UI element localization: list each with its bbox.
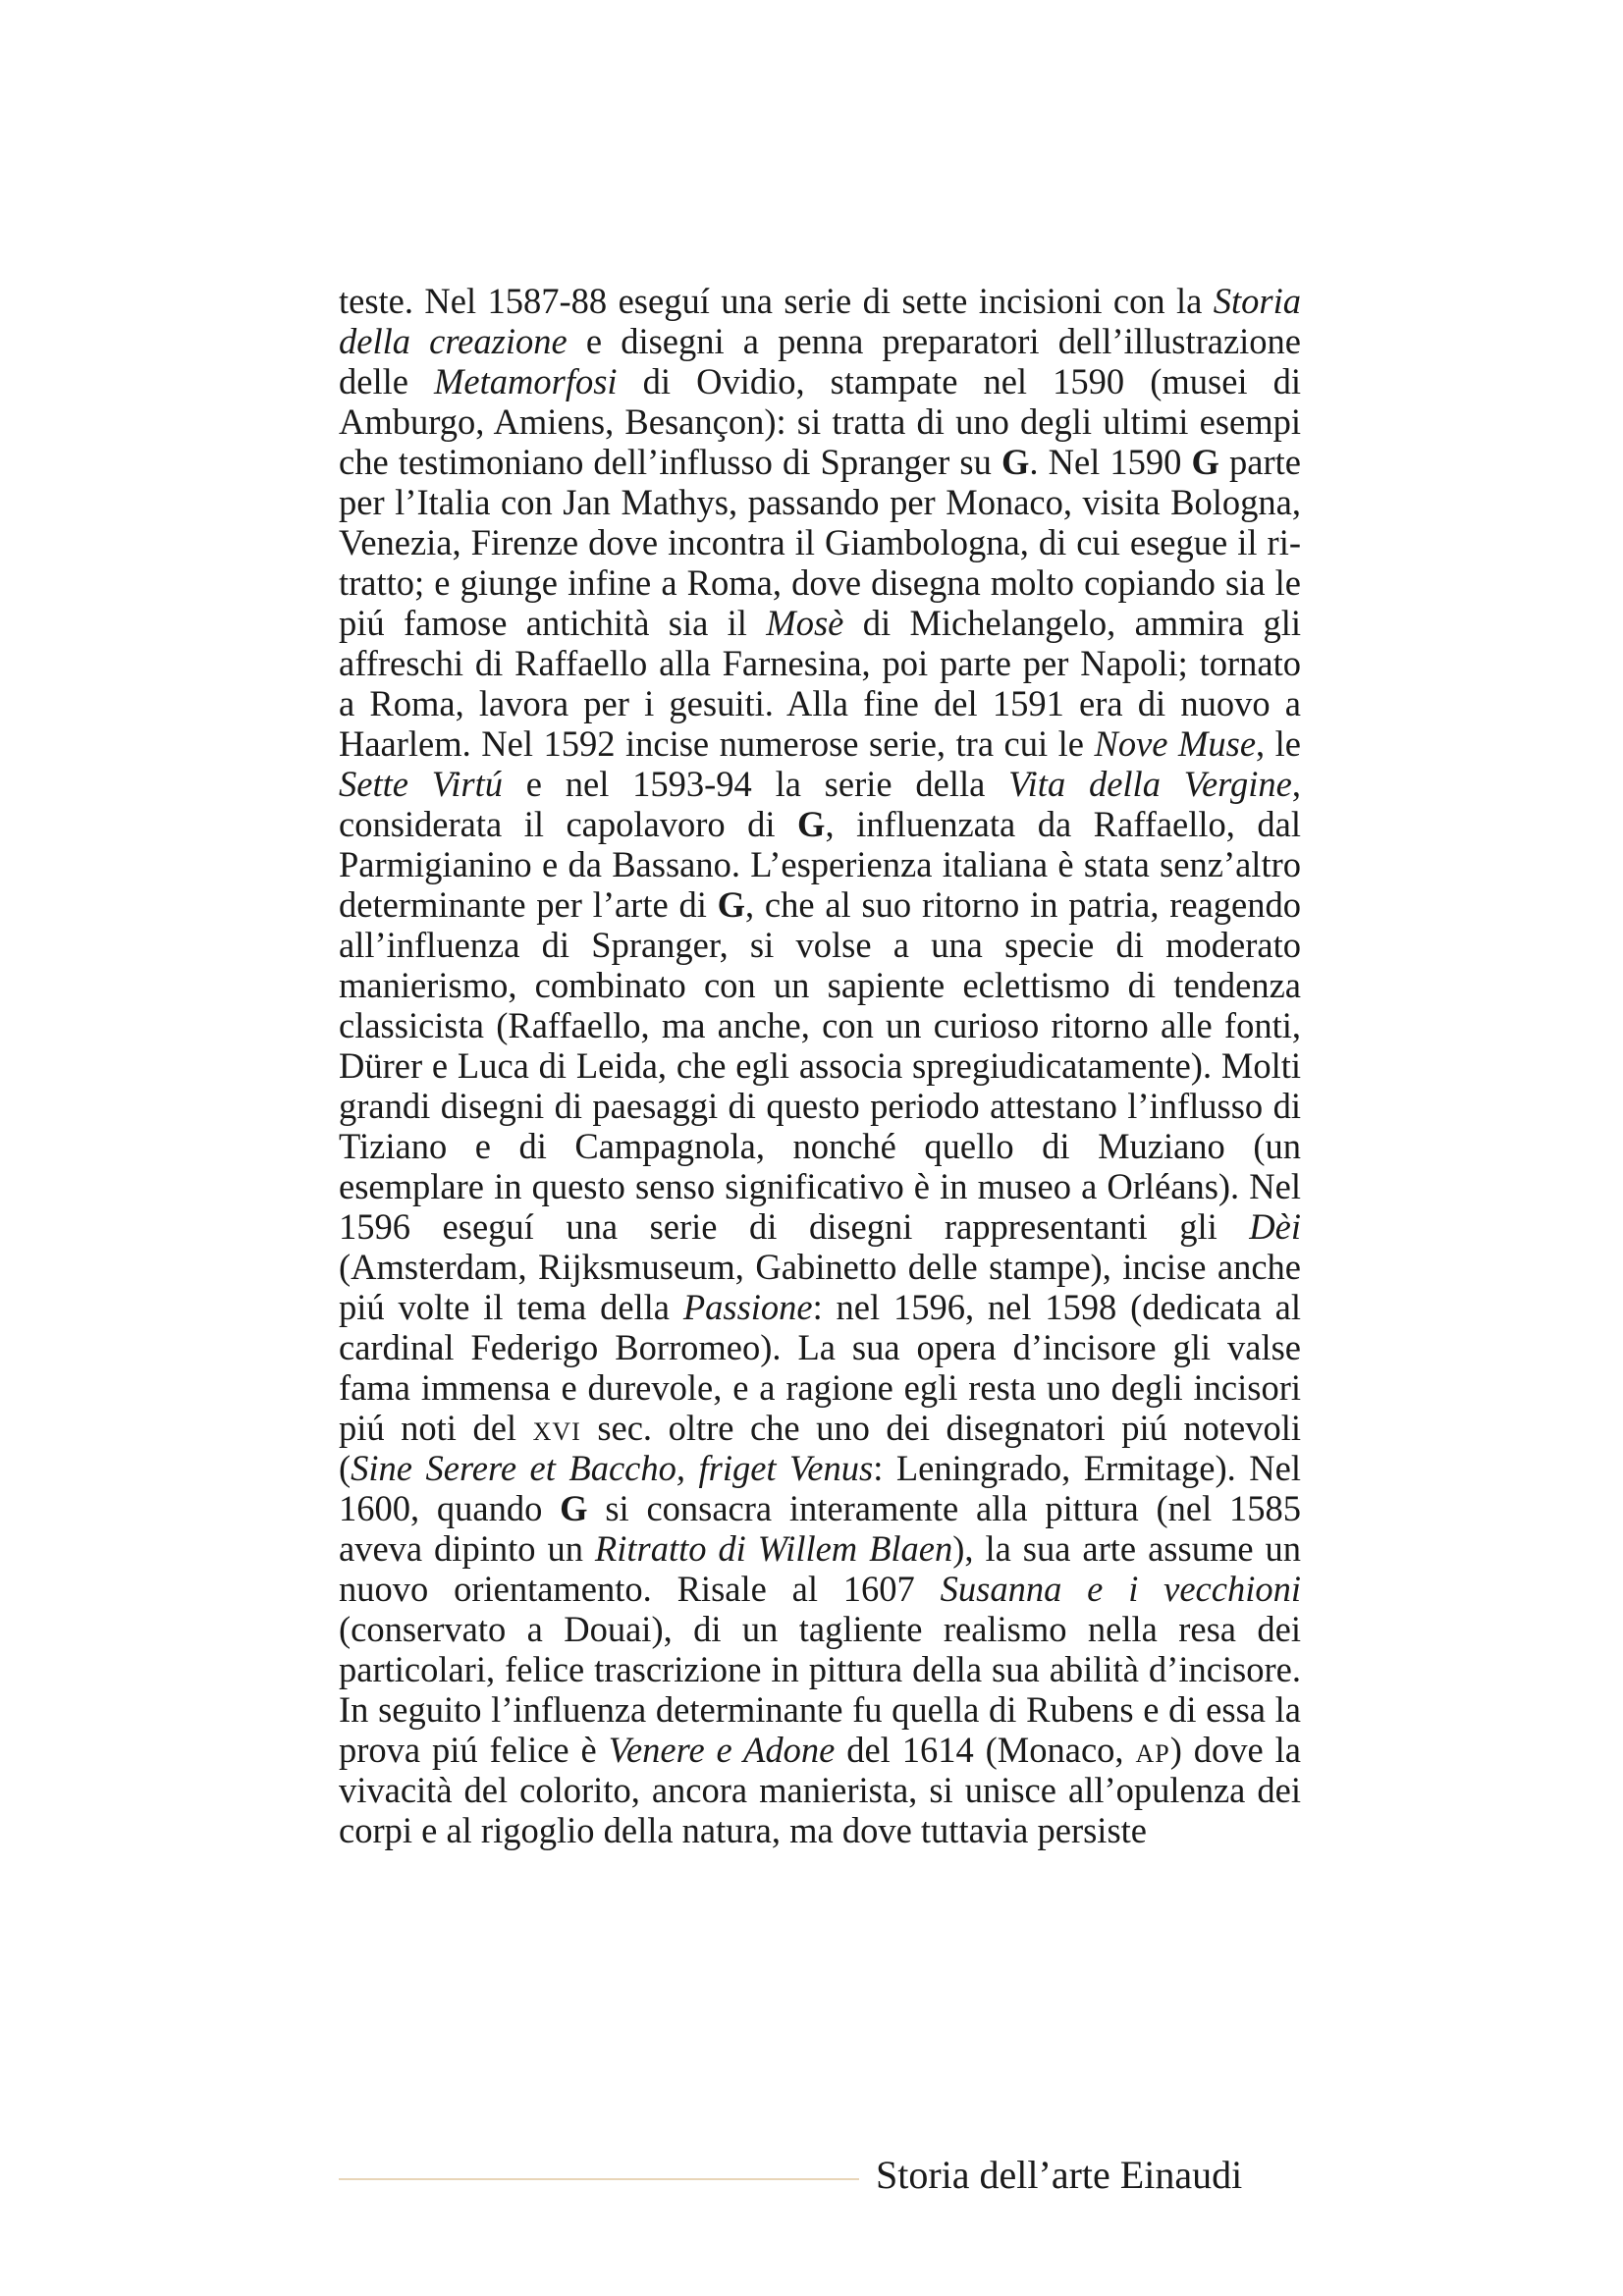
bold-initial: G [717,884,746,925]
text-run: , che al suo ritorno in patria, reagendo all’influenza di Spranger, si volse a una specie di moderato manierismo, combinato con un sapiente eclettismo di tendenza classicista (Raffaello, ma anche, con un curioso ritorno alle fonti, Dürer e Luca di Leida, che egli associa spregiudicatamente). Molti grandi disegni di paesaggi di questo periodo attestano l’influsso di Tiziano e di Campagnola, nonché quello di Muziano (un esemplare in questo senso significativo è in museo a Orléans). Nel 1596 eseguí una serie di disegni rappresentanti gli [339,884,1301,1247]
text-run: : Leningrado, Ermitage). Nel 1600, quando [339,1448,1301,1528]
italic-title: Passione [682,1287,813,1327]
text-run: di Ovidio, stampate nel 1590 (musei di Amburgo, Amiens, Besançon): si tratta di uno degli ultimi esempi che testimoniano dell’influsso di Spranger su [339,361,1301,482]
italic-title: Dèi [1249,1206,1301,1247]
small-caps-text: ap [1135,1730,1170,1770]
text-run: e nel 1593-94 la serie della [503,764,1009,804]
text-run: ) dove la vivacità del colorito, ancora manierista, si unisce all’opulenza dei corpi e al rigoglio della natura, ma dove tuttavia persiste [339,1730,1301,1850]
text-run: ), la sua arte assume un nuovo orientamento. Risale al 1607 [339,1528,1301,1609]
bold-initial: G [1001,442,1030,482]
bold-initial: G [1191,442,1219,482]
text-run: sec. oltre che uno dei disegnatori piú notevoli ( [339,1408,1302,1488]
body-text [339,281,1301,1850]
italic-title: Ritratto di Willem Blaen [594,1528,953,1569]
small-caps-text: xvi [532,1408,581,1448]
footer-rule [339,2178,859,2180]
italic-title: Venere e Adone [608,1730,836,1770]
bold-initial: G [560,1488,588,1528]
footer-title: Storia dell’arte Einaudi [876,2153,1243,2197]
text-run: si consacra interamente alla pittura (nel 1585 aveva dipinto un [339,1488,1301,1569]
text-run: , le [1256,723,1301,764]
text-run: del 1614 (Monaco, [835,1730,1136,1770]
text-run: . Nel 1590 [1029,442,1192,482]
text-run: di Michelangelo, ammira gli affreschi di Raffaello alla Farnesina, poi parte per Napoli; tornato a Roma, lavora per i gesuiti. Alla fine del 1591 era di nuovo a Haarlem. Nel 1592 incise numerose serie, tra cui le [339,603,1301,764]
italic-title: Vita della Vergine [1008,764,1292,804]
text-run: parte per l’Italia con Jan Mathys, passando per Monaco, visita Bologna, Venezia, Firenze dove incontra il Giambologna, di cui esegue il ritratto; e giunge infine a Roma, dove disegna molto copiando sia le piú famose antichità sia il [339,442,1301,643]
text-run: , considerata il capolavoro di [339,764,1301,844]
bold-initial: G [797,804,826,844]
italic-title: Sine Serere et Baccho, friget Venus [351,1448,874,1488]
text-run: (conservato a Douai), di un tagliente realismo nella resa dei particolari, felice trascrizione in pittura della sua abilità d’incisore. In seguito l’influenza determinante fu quella di Rubens e di essa la prova piú felice è [339,1609,1301,1770]
italic-title: Storia della creazione [339,281,1301,361]
italic-title: Sette Virtú [339,764,504,804]
text-run: , influenzata da Raffaello, dal Parmigianino e da Bassano. L’esperienza italiana è stata senz’altro determinante per l’arte di [339,804,1301,925]
italic-title: Susanna e i vecchioni [940,1569,1301,1609]
italic-title: Metamorfosi [434,361,618,401]
body-paragraph [339,281,1301,1850]
text-run: teste. Nel 1587-88 eseguí una serie di sette incisioni con la [339,281,1214,321]
text-run: e disegni a penna preparatori dell’illustrazione delle [339,321,1301,401]
italic-title: Mosè [766,603,844,643]
italic-title: Nove Muse [1094,723,1257,764]
text-run: (Amsterdam, Rijksmuseum, Gabinetto delle stampe), incise anche piú volte il tema della [339,1247,1301,1327]
text-run: : nel 1596, nel 1598 (dedicata al cardinal Federigo Borromeo). La sua opera d’incisore gli valse fama immensa e durevole, e a ragione egli resta uno degli incisori piú noti del [339,1287,1301,1448]
